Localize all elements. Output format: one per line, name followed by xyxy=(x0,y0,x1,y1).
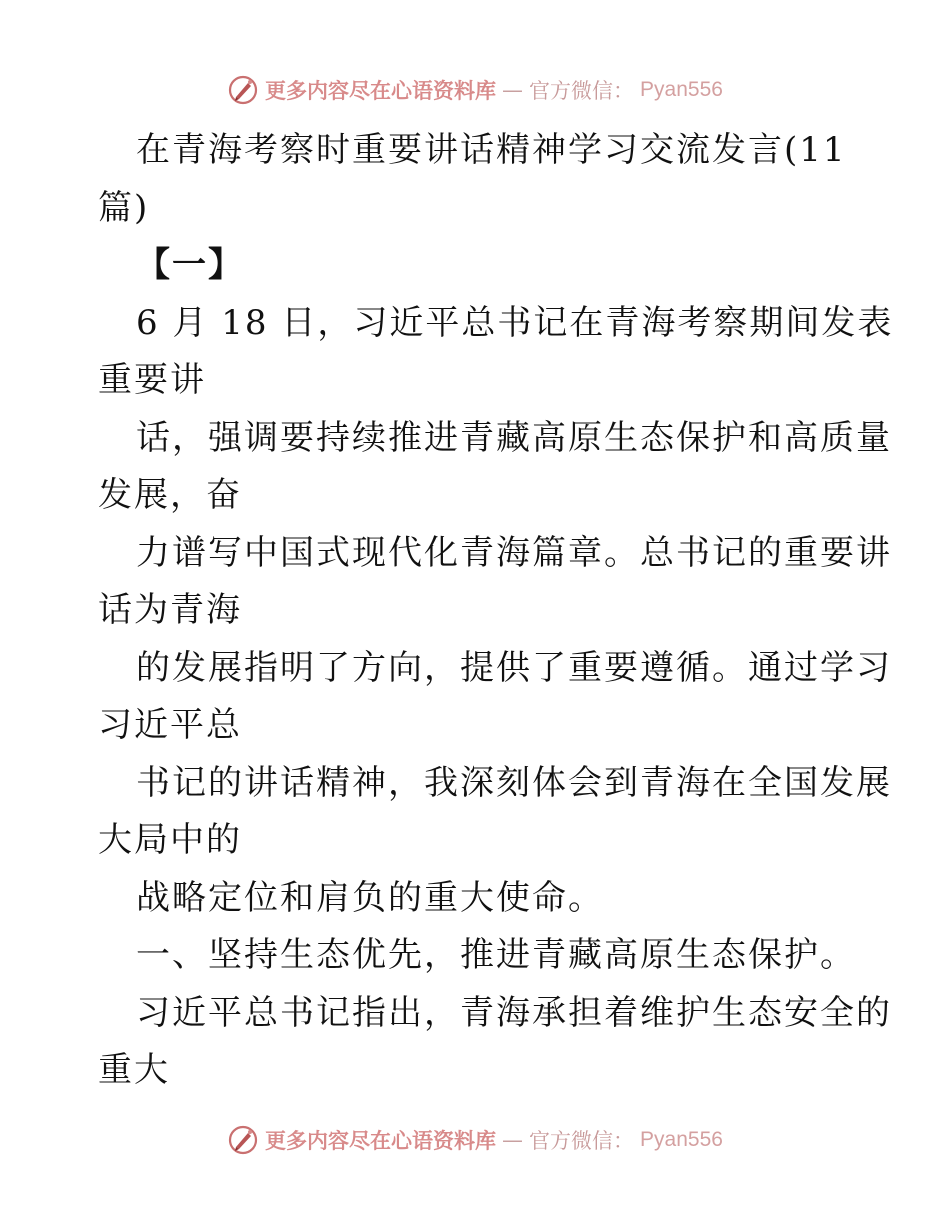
watermark-wechat-label: 官方微信： xyxy=(529,79,635,103)
paragraph-line: 重要讲 xyxy=(98,360,206,400)
watermark-wechat-id: Pyan556 xyxy=(640,1128,723,1151)
document-title-line-2: 篇) xyxy=(98,187,150,228)
watermark-site-text: 更多内容尽在心语资料库 xyxy=(265,78,497,103)
pen-circle-logo-icon xyxy=(227,1124,259,1156)
document-body xyxy=(98,122,894,1100)
footer-watermark xyxy=(0,1120,950,1160)
watermark-group xyxy=(227,1124,723,1156)
paragraph-line: 6 月 18 日，习近平总书记在青海考察期间发表 xyxy=(136,302,894,343)
watermark-dash: — xyxy=(502,78,524,102)
subheading-line: 一、坚持生态优先，推进青藏高原生态保护。 xyxy=(136,935,856,975)
paragraph-line: 发展，奋 xyxy=(98,475,242,515)
paragraph-line: 战略定位和肩负的重大使命。 xyxy=(136,877,604,918)
paragraph-line: 书记的讲话精神，我深刻体会到青海在全国发展 xyxy=(136,762,892,803)
header-watermark xyxy=(0,70,950,110)
paragraph-line: 话，强调要持续推进青藏高原生态保护和高质量 xyxy=(136,417,892,458)
paragraph-line: 话为青海 xyxy=(98,590,242,630)
paragraph-line: 重大 xyxy=(98,1050,170,1090)
paragraph-line: 的发展指明了方向，提供了重要遵循。通过学习 xyxy=(136,647,892,688)
document-title-line-1: 在青海考察时重要讲话精神学习交流发言(11 xyxy=(136,130,847,170)
paragraph-line: 力谱写中国式现代化青海篇章。总书记的重要讲 xyxy=(136,532,892,573)
watermark-dash: — xyxy=(502,1128,524,1152)
paragraph-line: 习近平总书记指出，青海承担着维护生态安全的 xyxy=(136,992,892,1033)
pen-circle-logo-icon xyxy=(227,74,259,106)
paragraph-line: 习近平总 xyxy=(98,705,242,745)
watermark-site-text: 更多内容尽在心语资料库 xyxy=(265,1128,497,1153)
section-heading: 【一】 xyxy=(136,245,244,285)
paragraph-line: 大局中的 xyxy=(98,820,242,860)
watermark-wechat-label: 官方微信： xyxy=(529,1129,635,1153)
watermark-wechat-id: Pyan556 xyxy=(640,78,723,101)
watermark-group xyxy=(227,74,723,106)
